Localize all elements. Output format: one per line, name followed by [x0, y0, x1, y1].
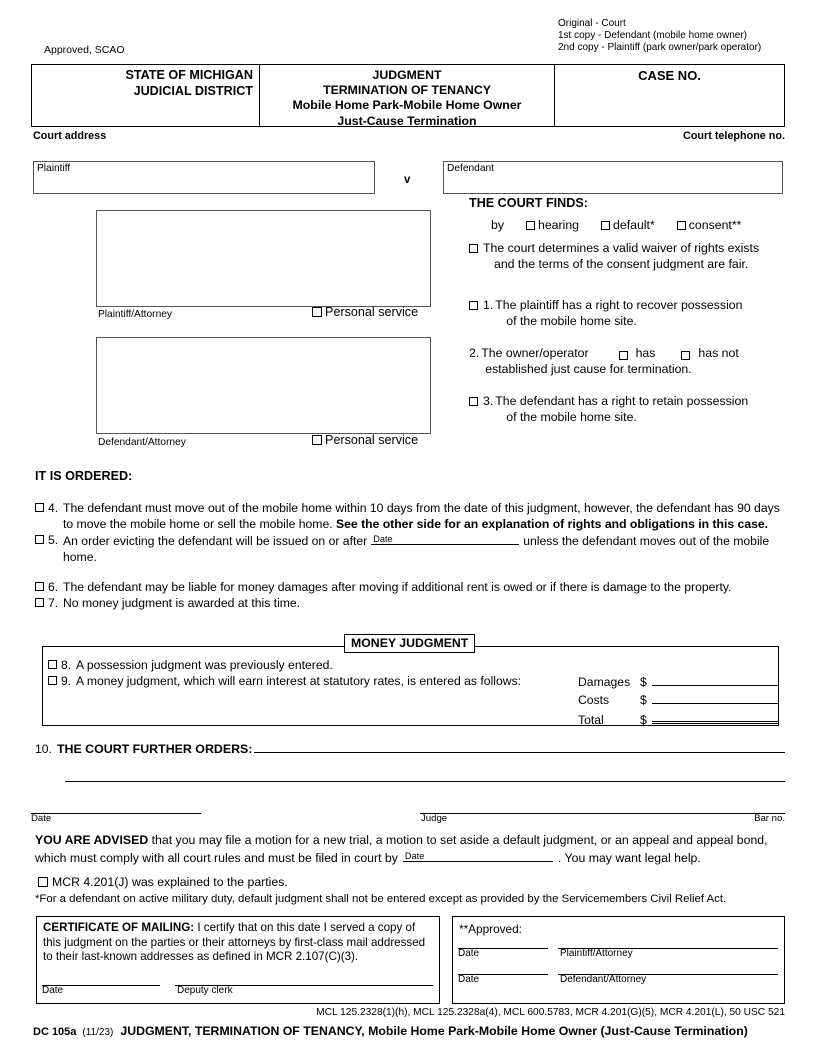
checkbox-icon[interactable] — [38, 877, 48, 887]
court-finds-item-3[interactable] — [469, 394, 799, 425]
footer-form-title: JUDGMENT, TERMINATION OF TENANCY, Mobile Home Park-Mobile Home Owner (Just-Cause Termination) — [120, 1024, 748, 1038]
has-not-label: has not — [698, 346, 739, 360]
advisory-date-label: Date — [404, 851, 425, 861]
amount-row-costs — [578, 690, 778, 708]
personal-service-label: Personal service — [325, 305, 419, 319]
waiver-text-line-2: and the terms of the consent judgment are fair. — [494, 256, 749, 271]
checkbox-icon[interactable] — [48, 660, 57, 669]
defendant-name-field[interactable] — [443, 161, 783, 194]
certificate-text — [43, 921, 435, 965]
checkbox-icon[interactable] — [619, 351, 628, 360]
caption-table — [31, 64, 785, 127]
dollar-sign-icon: $ — [640, 713, 647, 727]
court-finds-title: THE COURT FINDS: — [469, 196, 588, 210]
checkbox-icon[interactable] — [469, 301, 478, 310]
form-id: DC 105a — [33, 1026, 77, 1038]
item-2-number: 2. — [469, 346, 480, 360]
item-9-number: 9. — [61, 674, 72, 688]
item-4-text-bold: See the other side for an explanation of rights and obligations in this case. — [336, 517, 769, 531]
item-6-number: 6. — [48, 580, 59, 594]
court-finds-by-row — [469, 218, 799, 232]
item-7-number: 7. — [48, 596, 59, 610]
advisory-text-b: . You may want legal help. — [557, 851, 701, 865]
advisory-paragraph — [35, 832, 785, 867]
form-title-line-4: Just-Cause Termination — [337, 113, 477, 128]
certificate-title: CERTIFICATE OF MAILING: — [43, 921, 195, 934]
signature-date-field[interactable] — [31, 812, 201, 814]
further-orders-row — [35, 739, 785, 756]
defendant-personal-service-option[interactable] — [312, 433, 418, 447]
total-amount-field[interactable] — [652, 708, 778, 724]
court-finds-item-1[interactable] — [469, 298, 799, 329]
damages-label: Damages — [578, 675, 631, 689]
amount-row-damages — [578, 672, 778, 690]
copy-line-second: 2nd copy - Plaintiff (park owner/park operator) — [558, 41, 762, 53]
judge-signature-field[interactable] — [420, 812, 785, 814]
plaintiff-attorney-field[interactable] — [96, 210, 431, 307]
item-1-line-2: of the mobile home site. — [506, 313, 637, 328]
item-1-line-1: The plaintiff has a right to recover possession — [495, 298, 743, 312]
waiver-text-line-1: The court determines a valid waiver of rights exists — [483, 241, 760, 255]
order-item-7[interactable] — [35, 595, 785, 611]
form-revision-date: (11/23) — [82, 1027, 114, 1038]
advisory-lead: YOU ARE ADVISED — [35, 833, 149, 847]
item-5-date-blank[interactable] — [371, 532, 519, 545]
judge-label: Judge — [421, 813, 448, 824]
damages-amount-field[interactable] — [652, 672, 778, 686]
checkbox-icon[interactable] — [48, 676, 57, 685]
checkbox-icon[interactable] — [35, 535, 44, 544]
plaintiff-personal-service-option[interactable] — [312, 305, 418, 319]
checkbox-icon[interactable] — [35, 503, 44, 512]
order-item-5[interactable] — [35, 532, 785, 565]
dollar-sign-icon: $ — [640, 675, 647, 689]
court-address-label: Court address — [33, 130, 107, 142]
checkbox-icon[interactable] — [469, 244, 478, 253]
approved-date-label-2: Date — [458, 974, 480, 985]
copy-line-first: 1st copy - Defendant (mobile home owner) — [558, 29, 747, 41]
consent-label: consent** — [688, 218, 742, 232]
form-title-line-1: JUDGMENT — [372, 68, 442, 82]
item-8-text: A possession judgment was previously entered. — [76, 658, 333, 672]
order-item-4[interactable] — [35, 500, 785, 532]
state-of-michigan-label: STATE OF MICHIGAN — [125, 68, 253, 82]
approved-title: **Approved: — [459, 922, 522, 936]
personal-service-label: Personal service — [325, 433, 419, 447]
item-1-number: 1. — [483, 298, 494, 312]
bar-no-label: Bar no. — [754, 813, 785, 824]
court-finds-waiver-item[interactable] — [469, 241, 799, 272]
statutory-citations: MCL 125.2328(1)(h), MCL 125.2328a(4), MCL 600.5783, MCR 4.201(G)(5), MCR 4.201(L), 50 USC 521 — [316, 1007, 785, 1018]
item-3-number: 3. — [483, 394, 494, 408]
certificate-date-label: Date — [42, 985, 64, 996]
certificate-body: I certify that on this date I served a copy of this judgment on the parties or their attorneys by first-class mail addressed to their last-known addresses as defined in MCR 2.107(C)(3). — [43, 921, 426, 964]
further-orders-field-line-1[interactable] — [254, 739, 785, 753]
finds-by-hearing-option[interactable] — [526, 218, 579, 232]
dollar-sign-icon: $ — [640, 693, 647, 707]
item-8-number: 8. — [61, 658, 72, 672]
checkbox-icon[interactable] — [677, 221, 686, 230]
item-5-text-b: unless the defendant moves out of the mobile home. — [63, 534, 770, 564]
item-4-text: The defendant must move out of the mobile home within 10 days from the date of this judgment, however, the defendant has 90 days to move the mobile home or sell the mobile home. — [63, 501, 780, 531]
by-label: by — [491, 218, 504, 232]
further-orders-label: THE COURT FURTHER ORDERS: — [56, 742, 253, 756]
copy-line-original: Original - Court — [558, 18, 626, 29]
plaintiff-label: Plaintiff — [37, 163, 71, 174]
has-label: has — [635, 346, 656, 360]
checkbox-icon[interactable] — [35, 582, 44, 591]
item-5-number: 5. — [48, 533, 59, 547]
item-10-number: 10. — [35, 742, 52, 756]
item-9-text: A money judgment, which will earn interest at statutory rates, is entered as follows: — [76, 674, 522, 688]
orders-list — [35, 500, 785, 611]
defendant-attorney-label: Defendant/Attorney — [98, 437, 186, 448]
advisory-text-a: that you may file a motion for a new trial, a motion to set aside a default judgment, or an appeal and appeal bond, which must comply with all court rules and must be filed in court by — [35, 833, 768, 865]
item-2-line-2: established just cause for termination. — [485, 361, 692, 376]
hearing-label: hearing — [538, 218, 580, 232]
item-3-line-2: of the mobile home site. — [506, 409, 637, 424]
approved-date-label-1: Date — [458, 948, 480, 959]
plaintiff-name-field[interactable] — [33, 161, 375, 194]
checkbox-icon[interactable] — [526, 221, 535, 230]
money-judgment-label: MONEY JUDGMENT — [344, 634, 475, 653]
default-label: default* — [613, 218, 655, 232]
item-6-text: The defendant may be liable for money damages after moving if additional rent is owed or if there is damage to the property. — [63, 580, 732, 594]
item-4-number: 4. — [48, 501, 59, 515]
money-judgment-item-9[interactable] — [48, 673, 578, 689]
item-3-line-1: The defendant has a right to retain possession — [495, 394, 749, 408]
checkbox-icon[interactable] — [601, 221, 610, 230]
form-title-line-3: Mobile Home Park-Mobile Home Owner — [292, 98, 522, 113]
finds-by-default-option[interactable] — [601, 218, 655, 232]
form-title-line-2: TERMINATION OF TENANCY — [323, 83, 491, 98]
item-2-lead-text: The owner/operator — [481, 346, 589, 360]
costs-label: Costs — [578, 693, 610, 707]
further-orders-field-line-2[interactable] — [65, 780, 785, 782]
item-2-has-not-option[interactable] — [681, 346, 738, 362]
money-judgment-amounts — [578, 672, 778, 728]
checkbox-icon[interactable] — [681, 351, 690, 360]
deputy-clerk-label: Deputy clerk — [177, 985, 233, 996]
total-label: Total — [578, 713, 604, 727]
court-finds-section — [469, 196, 799, 425]
caption-case-no-cell[interactable] — [555, 65, 784, 126]
finds-by-consent-option[interactable] — [677, 218, 742, 232]
checkbox-icon[interactable] — [469, 397, 478, 406]
item-2-has-option[interactable] — [619, 346, 656, 362]
costs-amount-field[interactable] — [652, 690, 778, 704]
checkbox-icon[interactable] — [312, 307, 322, 317]
amount-row-total — [578, 708, 778, 728]
defendant-label: Defendant — [447, 163, 495, 174]
versus-label: v — [404, 174, 411, 186]
defendant-attorney-field[interactable] — [96, 337, 431, 434]
court-telephone-label: Court telephone no. — [683, 130, 785, 142]
approved-defendant-attorney-label: Defendant/Attorney — [560, 974, 647, 985]
judicial-district-label: JUDICIAL DISTRICT — [133, 83, 253, 98]
advisory-date-blank[interactable] — [403, 849, 553, 862]
court-finds-item-2 — [469, 346, 799, 377]
signature-date-label: Date — [31, 813, 52, 824]
item-5-text-a: An order evicting the defendant will be issued on or after — [63, 534, 368, 548]
mcr-explained-option[interactable] — [38, 875, 288, 889]
money-judgment-item-8[interactable] — [48, 657, 578, 673]
approved-scao-label: Approved, SCAO — [44, 44, 125, 56]
money-judgment-items — [48, 657, 578, 689]
plaintiff-attorney-label: Plaintiff/Attorney — [98, 309, 172, 320]
case-no-label: CASE NO. — [638, 68, 701, 83]
order-item-6[interactable] — [35, 579, 785, 595]
it-is-ordered-heading: IT IS ORDERED: — [35, 469, 133, 483]
item-5-date-label: Date — [373, 534, 393, 544]
checkbox-icon[interactable] — [35, 598, 44, 607]
mcr-explained-text: MCR 4.201(J) was explained to the parties. — [52, 875, 288, 889]
caption-court-cell — [32, 65, 260, 126]
item-7-text: No money judgment is awarded at this time. — [63, 596, 301, 610]
caption-title-cell — [260, 65, 555, 126]
copy-distribution-list — [558, 18, 816, 53]
footer-row — [33, 1024, 785, 1038]
checkbox-icon[interactable] — [312, 435, 322, 445]
approved-plaintiff-attorney-label: Plaintiff/Attorney — [560, 948, 633, 959]
military-duty-note: *For a defendant on active military duty, default judgment shall not be entered except as provided by the Servicemembers Civil Relief Act. — [35, 893, 727, 905]
